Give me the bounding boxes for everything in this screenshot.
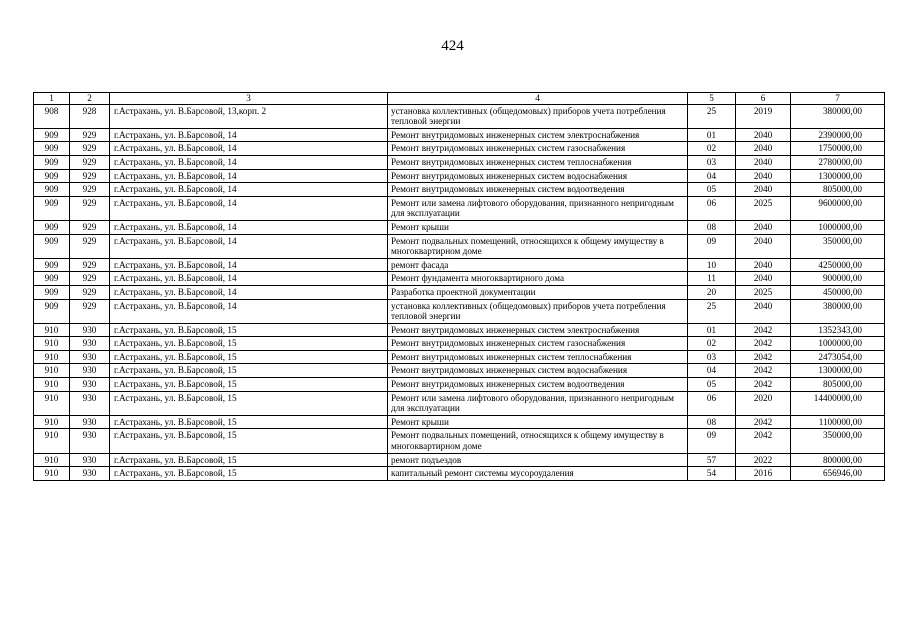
- house-number-cell: 930: [70, 337, 110, 351]
- work-type-cell: Ремонт крыши: [388, 220, 688, 234]
- cost-cell: 2780000,00: [791, 155, 885, 169]
- address-cell: г.Астрахань, ул. В.Барсовой, 15: [110, 323, 388, 337]
- address-cell: г.Астрахань, ул. В.Барсовой, 15: [110, 453, 388, 467]
- row-number-cell: 910: [34, 323, 70, 337]
- table-row: [34, 155, 885, 169]
- work-type-cell: Ремонт внутридомовых инженерных систем водоснабжения: [388, 169, 688, 183]
- row-number-cell: 909: [34, 183, 70, 197]
- table-row: [34, 364, 885, 378]
- address-cell: г.Астрахань, ул. В.Барсовой, 14: [110, 155, 388, 169]
- work-code-cell: 09: [688, 429, 736, 453]
- column-header: 4: [388, 93, 688, 105]
- cost-cell: 350000,00: [791, 429, 885, 453]
- cost-cell: 1000000,00: [791, 337, 885, 351]
- work-code-cell: 54: [688, 467, 736, 481]
- table-body: [34, 104, 885, 480]
- cost-cell: 805000,00: [791, 183, 885, 197]
- row-number-cell: 910: [34, 415, 70, 429]
- house-number-cell: 930: [70, 415, 110, 429]
- cost-cell: 380000,00: [791, 104, 885, 128]
- address-cell: г.Астрахань, ул. В.Барсовой, 14: [110, 183, 388, 197]
- year-cell: 2040: [736, 183, 791, 197]
- house-number-cell: 929: [70, 272, 110, 286]
- work-code-cell: 03: [688, 350, 736, 364]
- house-number-cell: 929: [70, 285, 110, 299]
- cost-cell: 350000,00: [791, 234, 885, 258]
- year-cell: 2016: [736, 467, 791, 481]
- table-row: [34, 415, 885, 429]
- work-type-cell: установка коллективных (общедомовых) приборов учета потребления тепловой энергии: [388, 104, 688, 128]
- house-number-cell: 930: [70, 350, 110, 364]
- house-number-cell: 929: [70, 220, 110, 234]
- table-row: [34, 429, 885, 453]
- work-type-cell: Ремонт внутридомовых инженерных систем теплоснабжения: [388, 350, 688, 364]
- row-number-cell: 910: [34, 467, 70, 481]
- work-code-cell: 05: [688, 378, 736, 392]
- house-number-cell: 930: [70, 378, 110, 392]
- work-code-cell: 09: [688, 234, 736, 258]
- work-code-cell: 03: [688, 155, 736, 169]
- house-number-cell: 929: [70, 196, 110, 220]
- cost-cell: 1300000,00: [791, 364, 885, 378]
- row-number-cell: 910: [34, 429, 70, 453]
- address-cell: г.Астрахань, ул. В.Барсовой, 14: [110, 220, 388, 234]
- year-cell: 2040: [736, 234, 791, 258]
- table-row: [34, 104, 885, 128]
- work-type-cell: ремонт фасада: [388, 258, 688, 272]
- work-type-cell: Ремонт внутридомовых инженерных систем водоотведения: [388, 183, 688, 197]
- work-type-cell: Ремонт фундамента многоквартирного дома: [388, 272, 688, 286]
- work-code-cell: 04: [688, 169, 736, 183]
- work-code-cell: 11: [688, 272, 736, 286]
- row-number-cell: 909: [34, 155, 70, 169]
- cost-cell: 1352343,00: [791, 323, 885, 337]
- year-cell: 2040: [736, 142, 791, 156]
- year-cell: 2042: [736, 378, 791, 392]
- address-cell: г.Астрахань, ул. В.Барсовой, 14: [110, 299, 388, 323]
- address-cell: г.Астрахань, ул. В.Барсовой, 15: [110, 337, 388, 351]
- address-cell: г.Астрахань, ул. В.Барсовой, 15: [110, 429, 388, 453]
- house-number-cell: 930: [70, 429, 110, 453]
- cost-cell: 14400000,00: [791, 391, 885, 415]
- address-cell: г.Астрахань, ул. В.Барсовой, 14: [110, 196, 388, 220]
- column-header: 1: [34, 93, 70, 105]
- house-number-cell: 930: [70, 323, 110, 337]
- work-code-cell: 25: [688, 299, 736, 323]
- row-number-cell: 909: [34, 299, 70, 323]
- column-header: 6: [736, 93, 791, 105]
- work-code-cell: 05: [688, 183, 736, 197]
- address-cell: г.Астрахань, ул. В.Барсовой, 14: [110, 128, 388, 142]
- work-type-cell: Ремонт крыши: [388, 415, 688, 429]
- column-header: 5: [688, 93, 736, 105]
- row-number-cell: 909: [34, 234, 70, 258]
- work-code-cell: 08: [688, 220, 736, 234]
- header-row: [34, 93, 885, 105]
- table-row: [34, 196, 885, 220]
- work-code-cell: 08: [688, 415, 736, 429]
- table-row: [34, 467, 885, 481]
- house-number-cell: 929: [70, 128, 110, 142]
- work-code-cell: 25: [688, 104, 736, 128]
- work-code-cell: 20: [688, 285, 736, 299]
- row-number-cell: 908: [34, 104, 70, 128]
- table-row: [34, 453, 885, 467]
- work-code-cell: 01: [688, 323, 736, 337]
- row-number-cell: 909: [34, 169, 70, 183]
- house-number-cell: 930: [70, 364, 110, 378]
- address-cell: г.Астрахань, ул. В.Барсовой, 15: [110, 378, 388, 392]
- year-cell: 2040: [736, 272, 791, 286]
- cost-cell: 1750000,00: [791, 142, 885, 156]
- address-cell: г.Астрахань, ул. В.Барсовой, 14: [110, 258, 388, 272]
- work-type-cell: капитальный ремонт системы мусороудаления: [388, 467, 688, 481]
- work-type-cell: Ремонт или замена лифтового оборудования, признанного непригодным для эксплуатации: [388, 196, 688, 220]
- row-number-cell: 909: [34, 142, 70, 156]
- year-cell: 2042: [736, 323, 791, 337]
- work-code-cell: 06: [688, 391, 736, 415]
- year-cell: 2019: [736, 104, 791, 128]
- year-cell: 2040: [736, 220, 791, 234]
- table-row: [34, 337, 885, 351]
- table-row: [34, 323, 885, 337]
- address-cell: г.Астрахань, ул. В.Барсовой, 15: [110, 350, 388, 364]
- work-type-cell: Ремонт подвальных помещений, относящихся к общему имуществу в многоквартирном доме: [388, 429, 688, 453]
- house-number-cell: 930: [70, 391, 110, 415]
- work-code-cell: 04: [688, 364, 736, 378]
- year-cell: 2040: [736, 169, 791, 183]
- work-type-cell: Ремонт подвальных помещений, относящихся к общему имуществу в многоквартирном доме: [388, 234, 688, 258]
- year-cell: 2025: [736, 285, 791, 299]
- year-cell: 2040: [736, 128, 791, 142]
- row-number-cell: 910: [34, 453, 70, 467]
- house-number-cell: 929: [70, 155, 110, 169]
- page-number: 424: [441, 38, 464, 54]
- table-row: [34, 299, 885, 323]
- house-number-cell: 929: [70, 258, 110, 272]
- address-cell: г.Астрахань, ул. В.Барсовой, 13,корп. 2: [110, 104, 388, 128]
- table-row: [34, 234, 885, 258]
- work-code-cell: 10: [688, 258, 736, 272]
- year-cell: 2022: [736, 453, 791, 467]
- row-number-cell: 910: [34, 364, 70, 378]
- row-number-cell: 910: [34, 350, 70, 364]
- year-cell: 2040: [736, 258, 791, 272]
- work-type-cell: Ремонт внутридомовых инженерных систем электроснабжения: [388, 323, 688, 337]
- repair-register-table: [33, 92, 885, 481]
- row-number-cell: 909: [34, 272, 70, 286]
- work-code-cell: 01: [688, 128, 736, 142]
- address-cell: г.Астрахань, ул. В.Барсовой, 15: [110, 415, 388, 429]
- table-row: [34, 128, 885, 142]
- row-number-cell: 909: [34, 285, 70, 299]
- year-cell: 2042: [736, 337, 791, 351]
- work-type-cell: Ремонт внутридомовых инженерных систем теплоснабжения: [388, 155, 688, 169]
- work-type-cell: Ремонт внутридомовых инженерных систем водоснабжения: [388, 364, 688, 378]
- table-row: [34, 142, 885, 156]
- year-cell: 2040: [736, 299, 791, 323]
- cost-cell: 2390000,00: [791, 128, 885, 142]
- cost-cell: 4250000,00: [791, 258, 885, 272]
- row-number-cell: 909: [34, 196, 70, 220]
- table-row: [34, 220, 885, 234]
- row-number-cell: 910: [34, 391, 70, 415]
- address-cell: г.Астрахань, ул. В.Барсовой, 15: [110, 391, 388, 415]
- house-number-cell: 929: [70, 234, 110, 258]
- row-number-cell: 909: [34, 128, 70, 142]
- table-row: [34, 272, 885, 286]
- cost-cell: 2473054,00: [791, 350, 885, 364]
- address-cell: г.Астрахань, ул. В.Барсовой, 14: [110, 234, 388, 258]
- work-type-cell: Ремонт внутридомовых инженерных систем водоотведения: [388, 378, 688, 392]
- table-row: [34, 350, 885, 364]
- row-number-cell: 910: [34, 337, 70, 351]
- cost-cell: 450000,00: [791, 285, 885, 299]
- work-type-cell: Ремонт внутридомовых инженерных систем газоснабжения: [388, 337, 688, 351]
- work-type-cell: Ремонт внутридомовых инженерных систем газоснабжения: [388, 142, 688, 156]
- year-cell: 2040: [736, 155, 791, 169]
- cost-cell: 380000,00: [791, 299, 885, 323]
- address-cell: г.Астрахань, ул. В.Барсовой, 14: [110, 272, 388, 286]
- work-type-cell: ремонт подъездов: [388, 453, 688, 467]
- house-number-cell: 929: [70, 142, 110, 156]
- table-header: [34, 93, 885, 105]
- work-type-cell: Ремонт или замена лифтового оборудования, признанного непригодным для эксплуатации: [388, 391, 688, 415]
- work-code-cell: 06: [688, 196, 736, 220]
- row-number-cell: 910: [34, 378, 70, 392]
- work-code-cell: 57: [688, 453, 736, 467]
- table-row: [34, 169, 885, 183]
- address-cell: г.Астрахань, ул. В.Барсовой, 14: [110, 142, 388, 156]
- row-number-cell: 909: [34, 258, 70, 272]
- work-type-cell: Ремонт внутридомовых инженерных систем электроснабжения: [388, 128, 688, 142]
- cost-cell: 805000,00: [791, 378, 885, 392]
- address-cell: г.Астрахань, ул. В.Барсовой, 15: [110, 364, 388, 378]
- year-cell: 2042: [736, 350, 791, 364]
- address-cell: г.Астрахань, ул. В.Барсовой, 15: [110, 467, 388, 481]
- cost-cell: 900000,00: [791, 272, 885, 286]
- work-type-cell: установка коллективных (общедомовых) приборов учета потребления тепловой энергии: [388, 299, 688, 323]
- table-row: [34, 258, 885, 272]
- year-cell: 2042: [736, 364, 791, 378]
- cost-cell: 9600000,00: [791, 196, 885, 220]
- table-row: [34, 391, 885, 415]
- column-header: 2: [70, 93, 110, 105]
- house-number-cell: 928: [70, 104, 110, 128]
- house-number-cell: 930: [70, 467, 110, 481]
- address-cell: г.Астрахань, ул. В.Барсовой, 14: [110, 285, 388, 299]
- work-code-cell: 02: [688, 142, 736, 156]
- cost-cell: 1100000,00: [791, 415, 885, 429]
- table-row: [34, 285, 885, 299]
- column-header: 3: [110, 93, 388, 105]
- work-code-cell: 02: [688, 337, 736, 351]
- column-header: 7: [791, 93, 885, 105]
- row-number-cell: 909: [34, 220, 70, 234]
- table-row: [34, 378, 885, 392]
- house-number-cell: 930: [70, 453, 110, 467]
- house-number-cell: 929: [70, 169, 110, 183]
- cost-cell: 800000,00: [791, 453, 885, 467]
- cost-cell: 656946,00: [791, 467, 885, 481]
- year-cell: 2042: [736, 415, 791, 429]
- house-number-cell: 929: [70, 299, 110, 323]
- house-number-cell: 929: [70, 183, 110, 197]
- cost-cell: 1300000,00: [791, 169, 885, 183]
- year-cell: 2025: [736, 196, 791, 220]
- cost-cell: 1000000,00: [791, 220, 885, 234]
- table-row: [34, 183, 885, 197]
- year-cell: 2020: [736, 391, 791, 415]
- year-cell: 2042: [736, 429, 791, 453]
- work-type-cell: Разработка проектной документации: [388, 285, 688, 299]
- address-cell: г.Астрахань, ул. В.Барсовой, 14: [110, 169, 388, 183]
